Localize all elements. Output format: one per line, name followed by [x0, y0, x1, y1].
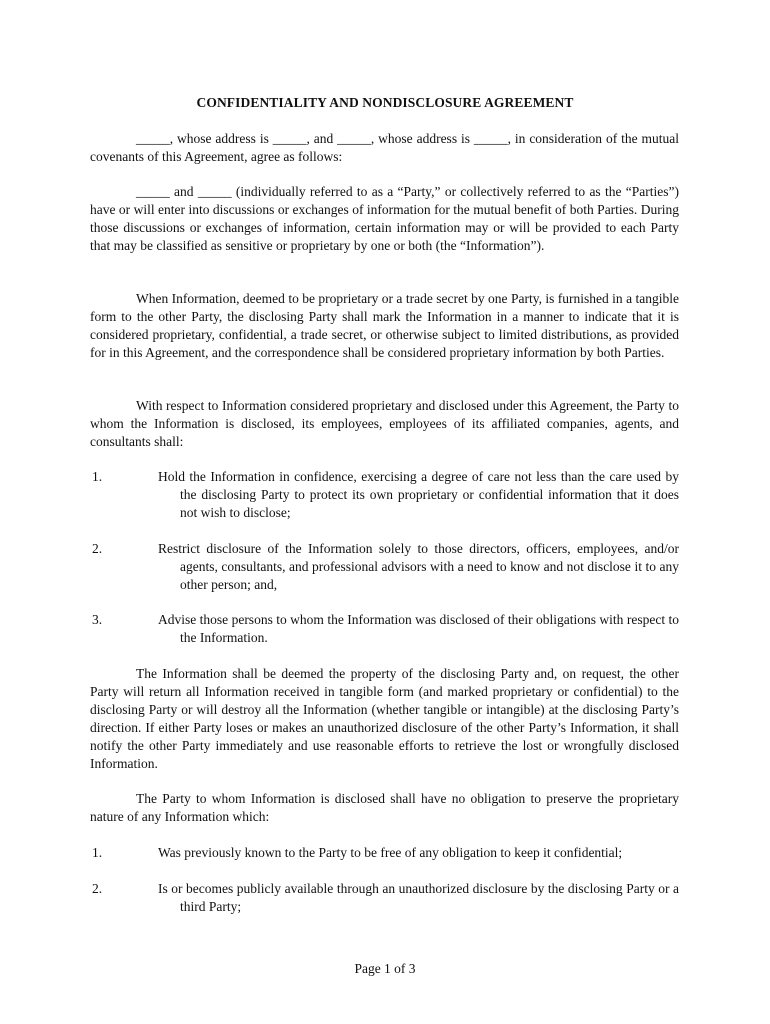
- obligation-text: Advise those persons to whom the Information was disclosed of their obligations with respect to the Information.: [158, 612, 679, 645]
- document-title: CONFIDENTIALITY AND NONDISCLOSURE AGREEMENT: [196, 95, 574, 110]
- obligation-item-2: [92, 540, 679, 594]
- parties-paragraph: _____ and _____ (individually referred to as a “Party,” or collectively referred to as the “Parties”) have or will enter into discussions or exchanges of information for the mutual benefit of both Parties. During those discussions or exchanges of information, certain information may or will be provided to each Party that may be classified as sensitive or proprietary by one or both (the “Information”).: [90, 184, 679, 253]
- obligation-number: 2.: [92, 541, 103, 556]
- marking-paragraph: When Information, deemed to be proprietary or a trade secret by one Party, is furnished in a tangible form to the other Party, the disclosing Party shall mark the Information in a manner to indicate that it is considered proprietary, confidential, a trade secret, or otherwise subject to limited distributions, as provided for in this Agreement, and the correspondence shall be considered proprietary information by both Parties.: [90, 291, 679, 360]
- exceptions-intro-paragraph: The Party to whom Information is disclosed shall have no obligation to preserve the proprietary nature of any Information which:: [90, 791, 679, 824]
- intro-paragraph: _____, whose address is _____, and _____, whose address is _____, in consideration of the mutual covenants of this Agreement, agree as follows:: [90, 131, 679, 164]
- exception-text: Is or becomes publicly available through an unauthorized disclosure by the disclosing Party or a third Party;: [158, 881, 679, 914]
- exception-number: 2.: [92, 881, 103, 896]
- obligations-intro-paragraph: With respect to Information considered proprietary and disclosed under this Agreement, the Party to whom the Information is disclosed, its employees, employees of its affiliated companies, agents, and consultants shall:: [90, 398, 679, 449]
- obligation-number: 1.: [92, 469, 103, 484]
- exception-text: Was previously known to the Party to be free of any obligation to keep it confidential;: [158, 845, 623, 860]
- exception-number: 1.: [92, 845, 103, 860]
- obligation-item-1: [92, 468, 679, 522]
- obligation-item-3: [92, 611, 679, 647]
- property-paragraph: The Information shall be deemed the property of the disclosing Party and, on request, the other Party will return all Information received in tangible form (and marked proprietary or confidential) to the disclosing Party or will destroy all the Information (whether tangible or intangible) at the disclosing Party’s direction. If either Party loses or makes an unauthorized disclosure of the other Party’s Information, it shall notify the other Party immediately and use reasonable efforts to retrieve the lost or wrongfully disclosed Information.: [90, 666, 679, 771]
- obligation-text: Hold the Information in confidence, exercising a degree of care not less than the care used by the disclosing Party to protect its own proprietary or confidential information that it does not wish to disclose;: [158, 469, 679, 520]
- exception-item-1: [92, 844, 679, 862]
- obligation-text: Restrict disclosure of the Information solely to those directors, officers, employees, and/or agents, consultants, and professional advisors with a need to know and not disclose it to any other person; and,: [158, 541, 679, 592]
- exception-item-2: [92, 880, 679, 916]
- obligation-number: 3.: [92, 612, 103, 627]
- page-number-footer: Page 1 of 3: [354, 961, 416, 976]
